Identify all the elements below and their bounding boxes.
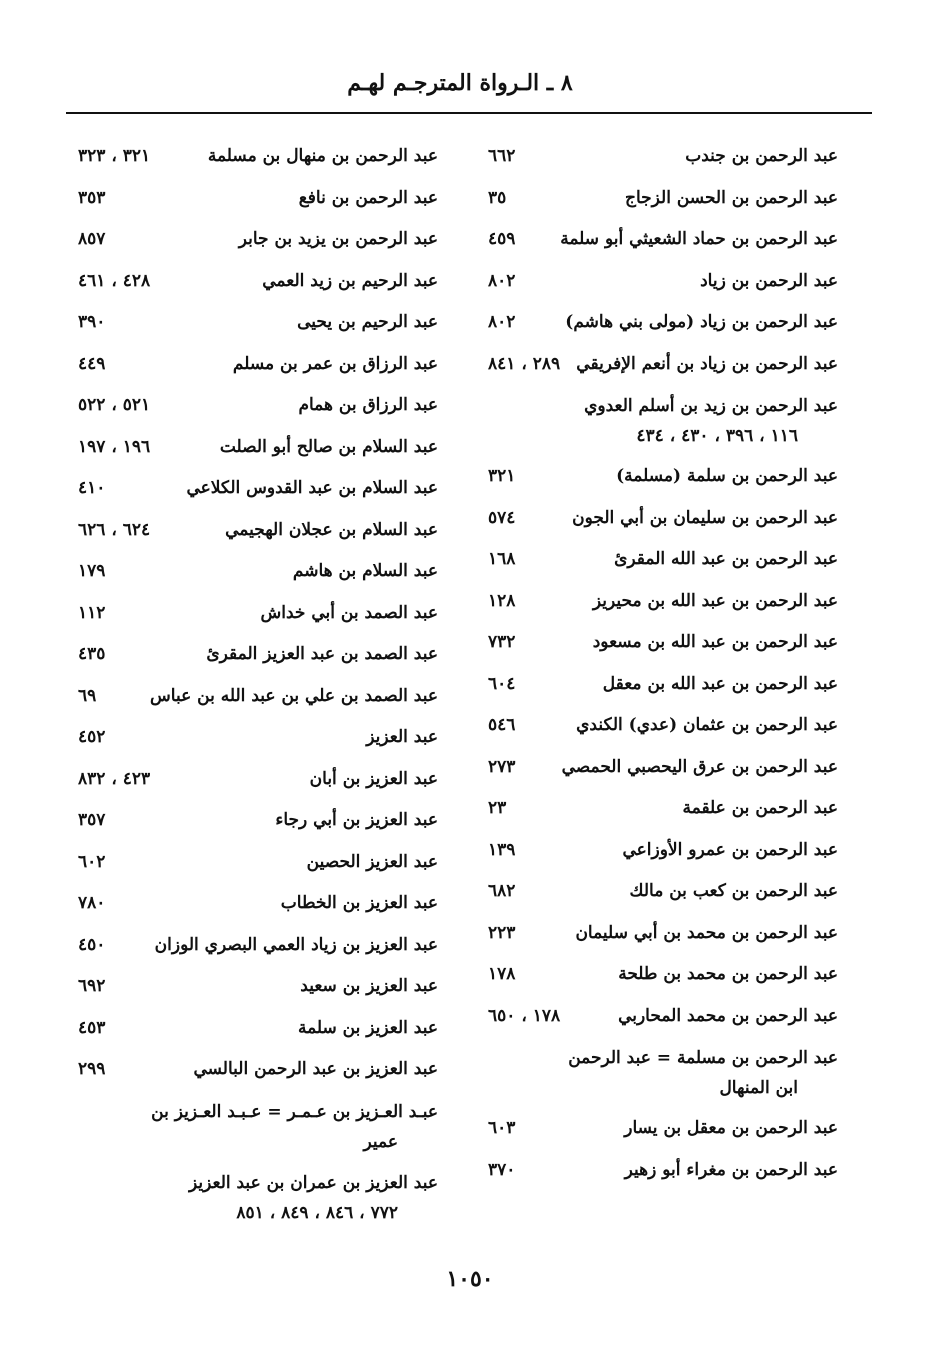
entry-references: ٨٠٢ <box>488 270 516 291</box>
narrator-name: عبد الرحمن بن عبد الله بن مسعود <box>592 632 838 652</box>
index-entry <box>78 593 438 635</box>
narrator-name: عبد السلام بن عجلان الهجيمي <box>225 519 438 540</box>
index-entry <box>78 634 438 676</box>
narrator-name: عبد الصمد بن علي بن عبد الله بن عباس <box>150 685 438 706</box>
entry-references: ٦٢٤ ، ٦٢٦ <box>78 519 151 540</box>
entry-references: ٤٢٨ ، ٤٦١ <box>78 270 151 291</box>
entry-references: ٤٥٢ <box>78 727 106 747</box>
narrator-name: عبد الرحمن بن عثمان (عدي) الكندي <box>576 715 838 735</box>
entry-references: ٧٨٠ <box>78 893 106 913</box>
narrator-name: عبد الرحمن بن الحسن الزجاج <box>624 187 838 208</box>
entry-references: ٦٨٢ <box>488 881 516 901</box>
narrator-name: عبد العزيز بن عبد الرحمن البالسي <box>193 1059 438 1079</box>
entry-references: ١١٢ <box>78 602 106 623</box>
entry-references: ٦٠٢ <box>78 851 106 872</box>
entry-references: ١٦٨ <box>488 549 516 569</box>
narrator-name: عبد السلام بن صالح أبو الصلت <box>219 436 438 457</box>
index-entry <box>488 219 838 261</box>
entry-references: ٤٣٥ <box>78 644 106 664</box>
index-entry <box>78 1162 438 1233</box>
narrator-name: عبد الرحمن بن زياد (مولى بني هاشم) <box>565 312 838 332</box>
index-entry <box>78 717 438 759</box>
index-entry <box>78 136 438 178</box>
index-entry <box>78 385 438 427</box>
narrator-name: عبد الصمد بن عبد العزيز المقرئ <box>206 644 438 664</box>
entry-references: ٥٤٦ <box>488 715 516 735</box>
narrator-name: عبد الرحمن بن زيد بن أسلم العدوي <box>584 396 838 416</box>
index-entry <box>78 842 438 884</box>
index-entry <box>78 676 438 718</box>
narrator-name: عبد الرحمن بن عبد الله بن محيريز <box>592 590 838 611</box>
index-entry <box>78 800 438 842</box>
narrator-name: عبد العزيز بن أبان <box>309 768 438 789</box>
index-entry <box>78 1049 438 1091</box>
entry-references: ٣٩٠ <box>78 312 106 332</box>
narrator-name: عبد الرحمن بن زياد بن أنعم الإفريقي <box>576 353 838 374</box>
entry-references: ١٩٦ ، ١٩٧ <box>78 436 151 457</box>
index-entry <box>488 581 838 623</box>
entry-references: ٦٠٤ <box>488 673 516 694</box>
index-entry <box>78 925 438 967</box>
index-entry <box>78 261 438 303</box>
entry-references: ٢٨٩ ، ٨٤١ <box>488 353 561 374</box>
entry-references: ٣٥ <box>488 187 507 208</box>
index-entry <box>78 302 438 344</box>
entry-references: ٤٥٩ <box>488 229 516 249</box>
narrator-name: عبد الرزاق بن عمر بن مسلم <box>232 353 438 374</box>
narrator-name: عبد العزيز بن سلمة <box>297 1017 438 1038</box>
narrator-name: عبد الرحمن بن عمرو الأوزاعي <box>622 839 838 860</box>
entry-references: ٥٢١ ، ٥٢٢ <box>78 395 151 415</box>
narrator-name: عبد العزيز الحصين <box>306 851 438 872</box>
index-entry <box>488 871 838 913</box>
index-entry <box>488 954 838 996</box>
index-entry <box>78 344 438 386</box>
index-entry <box>488 539 838 581</box>
index-entry <box>488 1108 838 1150</box>
narrator-name: عبد الرحمن بن نافع <box>298 187 438 208</box>
index-entry <box>78 551 438 593</box>
narrator-name: عبد الرحمن بن يزيد بن جابر <box>238 229 438 249</box>
narrator-name: عبد الرحمن بن زياد <box>700 270 838 291</box>
narrator-name: عبد الرحمن بن مسلمة = عبد الرحمن <box>568 1048 838 1068</box>
entry-references: ١٧٩ <box>78 561 106 581</box>
narrator-name: عبد الرحمن بن منهال بن مسلمة <box>207 146 438 166</box>
index-entry <box>78 427 438 469</box>
header-rule <box>66 112 872 114</box>
index-entry <box>488 302 838 344</box>
entry-references: ١٧٨ <box>488 964 516 984</box>
index-entry <box>78 510 438 552</box>
narrator-name: عبد العزيز بن زياد العمي البصري الوزان <box>154 934 438 955</box>
index-entry <box>488 1037 838 1108</box>
index-entry <box>78 759 438 801</box>
narrator-name: عبد الرحمن بن حماد الشعيثي أبو سلمة <box>560 229 838 249</box>
entry-references: عمير <box>363 1131 398 1152</box>
entry-references: ٧٣٢ <box>488 632 516 652</box>
entry-references: ٦٩٢ <box>78 976 106 996</box>
narrator-name: عبد الرحمن بن سليمان بن أبي الجون <box>572 507 838 528</box>
narrator-name: عبد الرحمن بن عبد الله بن معقل <box>602 673 838 694</box>
entry-references: ٥٧٤ <box>488 507 516 528</box>
narrator-name: عبد الرزاق بن همام <box>298 395 438 415</box>
narrator-name: عبد العزيز بن عمران بن عبد العزيز <box>189 1172 438 1193</box>
entry-references: ٦٠٣ <box>488 1118 516 1138</box>
narrator-name: عبد السلام بن هاشم <box>292 561 438 581</box>
narrator-name: عبد الرحمن بن سلمة (مسلمة) <box>616 466 838 486</box>
entry-references: ٢٢٣ <box>488 922 516 943</box>
index-entry <box>488 830 838 872</box>
index-entry <box>488 705 838 747</box>
index-entry <box>488 344 838 386</box>
entry-references: ٦٦٢ <box>488 146 516 166</box>
index-entry <box>488 622 838 664</box>
entry-references: ٢٣ <box>488 798 507 818</box>
narrator-name: عبد الرحمن بن علقمة <box>682 798 838 818</box>
index-entry <box>488 788 838 830</box>
index-entry <box>488 456 838 498</box>
index-column-right <box>488 136 838 1191</box>
narrator-name: عبد الرحمن بن عبد الله المقرئ <box>614 549 838 569</box>
entry-references: ٢٩٩ <box>78 1059 106 1079</box>
narrator-name: عبد الرحمن بن مغراء أبو زهير <box>624 1159 838 1180</box>
index-entry <box>488 1150 838 1192</box>
entry-references: ٨٠٢ <box>488 312 516 332</box>
index-entry <box>78 178 438 220</box>
index-entry <box>78 883 438 925</box>
entry-references: ابن المنهال <box>719 1078 798 1098</box>
index-entry <box>78 1008 438 1050</box>
entry-references: ١١٦ ، ٣٩٦ ، ٤٣٠ ، ٤٣٤ <box>636 426 798 446</box>
entry-references: ٣٢١ <box>488 466 516 486</box>
index-entry <box>78 966 438 1008</box>
narrator-name: عبد الرحيم بن يحيى <box>297 312 438 332</box>
narrator-name: عبد الرحمن بن محمد المحاربي <box>618 1005 838 1026</box>
narrator-name: عبد العزيز بن سعيد <box>300 976 438 996</box>
narrator-name: عبد العزيز <box>366 727 438 747</box>
narrator-name: عبـد العـزيز بن عـمـر = عـبـد العـزيز بن <box>151 1101 438 1122</box>
narrator-name: عبد الرحمن بن عرق اليحصبي الحمصي <box>561 756 838 777</box>
entry-references: ١٧٨ ، ٦٥٠ <box>488 1005 561 1026</box>
entry-references: ١٢٨ <box>488 590 516 611</box>
entry-references: ٣٥٧ <box>78 810 106 830</box>
index-column-left <box>78 136 438 1233</box>
index-entry <box>488 498 838 540</box>
index-entry <box>78 219 438 261</box>
entry-references: ٣٢١ ، ٣٢٣ <box>78 146 151 166</box>
narrator-name: عبد الرحمن بن محمد بن طلحة <box>618 964 838 984</box>
entry-references: ٧٧٢ ، ٨٤٦ ، ٨٤٩ ، ٨٥١ <box>236 1202 398 1223</box>
entry-references: ٤٥٣ <box>78 1017 106 1038</box>
narrator-name: عبد الصمد بن أبي خداش <box>260 602 438 623</box>
entry-references: ٢٧٣ <box>488 756 516 777</box>
index-entry <box>78 1091 438 1162</box>
entry-references: ١٣٩ <box>488 839 516 860</box>
index-entry <box>488 913 838 955</box>
running-header: ٨ ـ الـرواة المترجـم لهـم <box>347 70 573 96</box>
narrator-name: عبد الرحيم بن زيد العمي <box>262 270 438 291</box>
index-entry <box>488 178 838 220</box>
entry-references: ٤١٠ <box>78 478 106 498</box>
index-entry <box>488 996 838 1038</box>
index-entry <box>488 664 838 706</box>
index-entry <box>78 468 438 510</box>
narrator-name: عبد الرحمن بن محمد بن أبي سليمان <box>575 922 838 943</box>
entry-references: ٤٢٣ ، ٨٣٢ <box>78 768 151 789</box>
narrator-name: عبد الرحمن بن كعب بن مالك <box>629 881 838 901</box>
index-entry <box>488 136 838 178</box>
index-entry <box>488 385 838 456</box>
entry-references: ٤٤٩ <box>78 353 106 374</box>
narrator-name: عبد العزيز بن أبي رجاء <box>275 810 438 830</box>
narrator-name: عبد العزيز بن الخطاب <box>280 893 438 913</box>
index-entry <box>488 261 838 303</box>
narrator-name: عبد الرحمن بن جندب <box>685 146 838 166</box>
entry-references: ٣٥٣ <box>78 187 106 208</box>
page-number: ١٠٥٠ <box>446 1266 494 1292</box>
entry-references: ٣٧٠ <box>488 1159 516 1180</box>
narrator-name: عبد الرحمن بن معقل بن يسار <box>624 1118 838 1138</box>
entry-references: ٨٥٧ <box>78 229 106 249</box>
entry-references: ٤٥٠ <box>78 934 106 955</box>
index-entry <box>488 747 838 789</box>
narrator-name: عبد السلام بن عبد القدوس الكلاعي <box>186 478 438 498</box>
entry-references: ٦٩ <box>78 685 97 706</box>
